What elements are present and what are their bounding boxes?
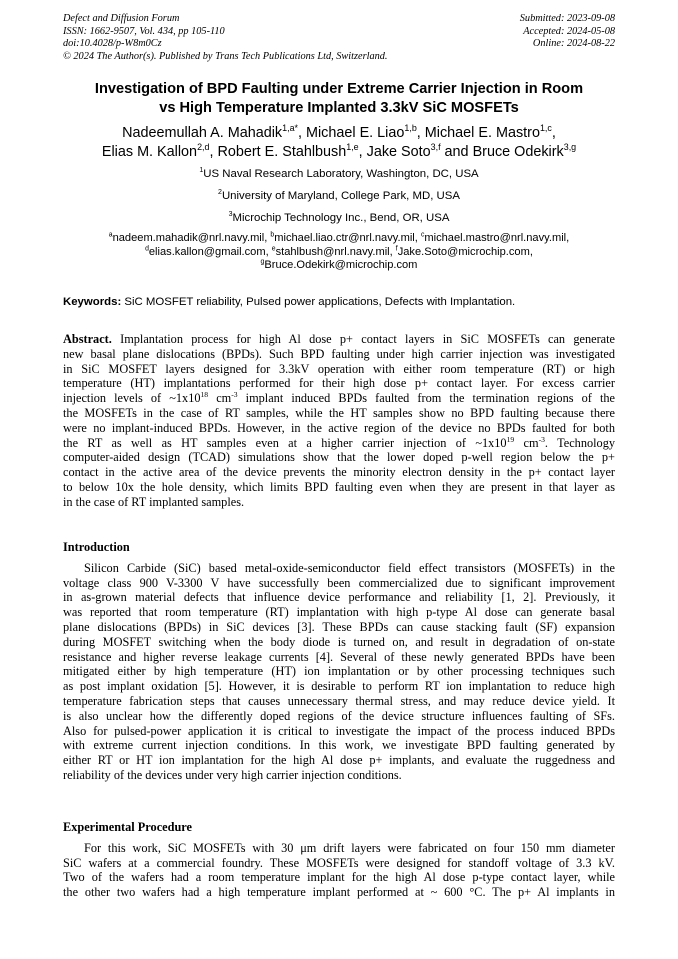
paragraph-line: plane dislocations (BPDs) in SiC devices [3]. These BPDs can cause stacking fault (SF) expansion: [63, 619, 615, 634]
abstract-line: [63, 332, 615, 347]
author-sep: ,: [416, 125, 425, 141]
online-date: Online: 2024-08-22: [532, 38, 615, 49]
affiliation-3: [40, 211, 638, 225]
email-list: [40, 232, 638, 273]
email-sep: ,: [265, 245, 272, 258]
affiliation-2: [40, 189, 638, 203]
abstract-line: in the case of RT implanted samples.: [63, 494, 245, 509]
author-name: Elias M. Kallon: [101, 144, 198, 160]
paragraph-line: SiC wafers at a commercial foundry. These MOSFETs were designed for standoff voltage of 3.3 kV.: [63, 855, 615, 870]
dates-header: [520, 13, 615, 51]
keywords-text: SiC MOSFET reliability, Pulsed power applications, Defects with Implantation.: [121, 296, 516, 308]
email-address: nadeem.mahadik@nrl.navy.mil: [112, 232, 265, 244]
paragraph-line: the other two wafers had a high temperature implant performed at ~ 600 °C. The p+ Al implants in: [63, 885, 615, 900]
author-sep: ,: [298, 125, 306, 141]
author-sup: 3,g: [563, 142, 577, 153]
introduction-section: [63, 540, 615, 783]
abstract-text: cm: [208, 391, 232, 406]
email-sup: b: [270, 231, 275, 239]
exponent: -3: [538, 434, 545, 444]
paragraph-line: voltage class 900 V-3300 V have successfully been commercialized due to significant improvement: [63, 575, 615, 590]
email-sep: ,: [566, 232, 570, 244]
exponent: -3: [231, 390, 238, 400]
abstract-text: . Technology: [544, 435, 615, 450]
email-address: stahlbush@nrl.navy.mil: [275, 245, 390, 258]
author-name: Nadeemullah A. Mahadik: [122, 125, 283, 141]
abstract-line: new basal plane dislocations (BPDs). Such BPD faulting under high carrier injection was investigated: [63, 346, 615, 361]
author-sup: 3,f: [430, 142, 441, 153]
paragraph-line: in as-grown material defects that influence device performance and reliability [1, 2]. Previously, it: [63, 590, 615, 605]
affiliation-text: US Naval Research Laboratory, Washington, DC, USA: [203, 168, 479, 180]
abstract-line: computer-aided design (TCAD) simulations show that the lower doped p-well region below the p+: [63, 450, 615, 465]
abstract-text: Implantation process for high Al dose p+ contact layers in SiC MOSFETs can generate: [111, 332, 615, 346]
exponent: 18: [200, 390, 209, 400]
author-name: Robert E. Stahlbush: [217, 144, 347, 160]
abstract-line: temperature (HT) implantations performed for their high dose p+ contact layer. For excess carrier: [63, 376, 615, 391]
journal-name: Defect and Diffusion Forum: [63, 13, 180, 24]
submitted-date: Submitted: 2023-09-08: [519, 13, 615, 24]
affiliation-1: [40, 167, 638, 181]
affiliation-sup: 3: [228, 211, 233, 219]
paragraph-line: is also unclear how the differently doped regions of the device structure influences faulting of SFs.: [63, 708, 615, 723]
abstract-text: cm: [514, 435, 539, 450]
paragraph-line: either RT or HT ion implantation for the high Al dose p+ implants, and evaluate the ruggedness and: [63, 753, 615, 768]
email-address: michael.liao.ctr@nrl.navy.mil: [274, 232, 415, 244]
author-sep: and: [440, 144, 473, 160]
paragraph-line: For this work, SiC MOSFETs with 30 μm drift layers were fabricated on four 150 mm diameter: [84, 840, 615, 855]
paragraph-line: as post implant oxidation [5]. However, it is desirable to perform RT ion implantation to reduce high: [63, 679, 615, 694]
email-sep: ,: [529, 245, 533, 258]
experimental-section: [63, 820, 615, 900]
paragraph-line: reliability of the devices under very high carrier injection conditions.: [63, 767, 402, 782]
email-sep: ,: [389, 245, 396, 258]
abstract-line: [63, 391, 615, 406]
paragraph-line: was reported that room temperature (RT) implantation with high p-type Al dose can generate basal: [63, 605, 615, 620]
copyright-line: © 2024 The Author(s). Published by Trans Tech Publications Ltd, Switzerland.: [63, 50, 388, 62]
keywords-label: Keywords:: [63, 296, 122, 308]
exponent: 19: [506, 434, 515, 444]
abstract-text: implant induced BPDs faulted from the termination regions of the: [237, 391, 615, 406]
email-sup: d: [145, 244, 149, 252]
abstract-line: contact in the active area of the device prevents the minority electron density in the p+ contact layer: [63, 465, 615, 480]
issn-line: ISSN: 1662-9507, Vol. 434, pp 105-110: [63, 25, 225, 37]
email-address: elias.kallon@gmail.com: [148, 245, 266, 258]
author-sep: ,: [551, 125, 556, 141]
abstract-line: [63, 436, 615, 451]
author-line: [30, 143, 648, 162]
affiliation-text: Microchip Technology Inc., Bend, OR, USA: [232, 212, 450, 224]
email-sup: a: [108, 231, 113, 239]
paragraph-line: during MOSFET switching when the body diode is turned on, and result in degradation of on-state: [63, 634, 615, 649]
author-name: Michael E. Liao: [306, 125, 405, 141]
paragraph-line: mitigated either by high temperature (HT) ion implantation or by other processing techniques such: [63, 664, 615, 679]
abstract-line: in SiC MOSFET layers designed for 3.3kV operation with either room temperature (RT) or high: [63, 361, 615, 376]
abstract: [63, 332, 615, 510]
author-sup: 1,a*: [282, 123, 298, 134]
abstract-line: were no implant-induced BPDs. However, in the active region of the device no BPDs faulted for both: [63, 420, 615, 435]
author-name: Jake Soto: [366, 144, 431, 160]
email-address: Jake.Soto@microchip.com: [397, 245, 530, 258]
journal-header: [63, 13, 387, 63]
affiliation-text: University of Maryland, College Park, MD, USA: [221, 190, 460, 202]
experimental-heading: Experimental Procedure: [63, 820, 192, 834]
abstract-text: injection levels of ~1x10: [63, 391, 201, 406]
introduction-heading: Introduction: [63, 540, 130, 554]
paragraph-line: Two of the wafers had a room temperature implant for the high Al dose p-type contact layer, while: [63, 870, 615, 885]
title-line: Investigation of BPD Faulting under Extreme Carrier Injection in Room: [94, 81, 584, 97]
author-sup: 2,d: [197, 142, 210, 153]
paragraph-line: Silicon Carbide (SiC) based metal-oxide-semiconductor field effect transistors (MOSFETs) in the: [84, 560, 615, 575]
author-list: [30, 124, 648, 162]
author-line: [30, 124, 648, 143]
paper-title: [40, 80, 638, 118]
affiliation-sup: 1: [199, 167, 204, 175]
paragraph-line: resistance and higher reverse leakage currents [4]. Several of these newly generated BPDs have been: [63, 649, 615, 664]
keywords: [63, 295, 623, 309]
email-sup: f: [395, 244, 398, 252]
email-line: [40, 259, 638, 273]
title-line: vs High Temperature Implanted 3.3kV SiC MOSFETs: [159, 100, 519, 116]
abstract-text: the RT as well as HT samples even at a higher carrier injection of ~1x10: [63, 435, 507, 450]
affiliation-sup: 2: [218, 189, 222, 197]
accepted-date: Accepted: 2024-05-08: [523, 25, 615, 37]
doi-line: doi:10.4028/p-W8m0Cz: [63, 38, 162, 49]
author-sup: 1,b: [404, 123, 417, 134]
author-sep: ,: [209, 144, 218, 160]
email-address: michael.mastro@nrl.navy.mil: [424, 232, 567, 244]
author-name: Bruce Odekirk: [472, 144, 564, 160]
author-sep: ,: [358, 144, 367, 160]
author-name: Michael E. Mastro: [424, 125, 540, 141]
paragraph-line: temperature fabrication steps that causes unnecessary thermal stress, and may reduce device yield. It: [63, 693, 615, 708]
email-sup: c: [420, 231, 425, 239]
paragraph-line: Also for pulsed-power application it is critical to investigate the impact of the process induced BPDs: [63, 723, 615, 738]
email-sup: g: [260, 258, 265, 266]
paragraph-line: with extreme current injection conditions. In this work, we investigate BPD faulting generated by: [63, 738, 615, 753]
abstract-line: to below 10x the hole density, which limits BPD faulting even when they are present in that layer as: [63, 479, 615, 494]
email-address: Bruce.Odekirk@microchip.com: [264, 259, 418, 272]
author-sup: 1,c: [539, 123, 552, 134]
abstract-line: the MOSFETs in the case of RT samples, while the HT samples show no BPD faulting because there: [63, 405, 615, 420]
author-sup: 1,e: [346, 142, 359, 153]
email-line: [40, 232, 638, 246]
abstract-label: Abstract.: [63, 332, 112, 346]
email-sep: ,: [264, 232, 271, 244]
email-sep: ,: [414, 232, 421, 244]
email-sup: e: [271, 244, 276, 252]
email-line: [40, 246, 638, 260]
